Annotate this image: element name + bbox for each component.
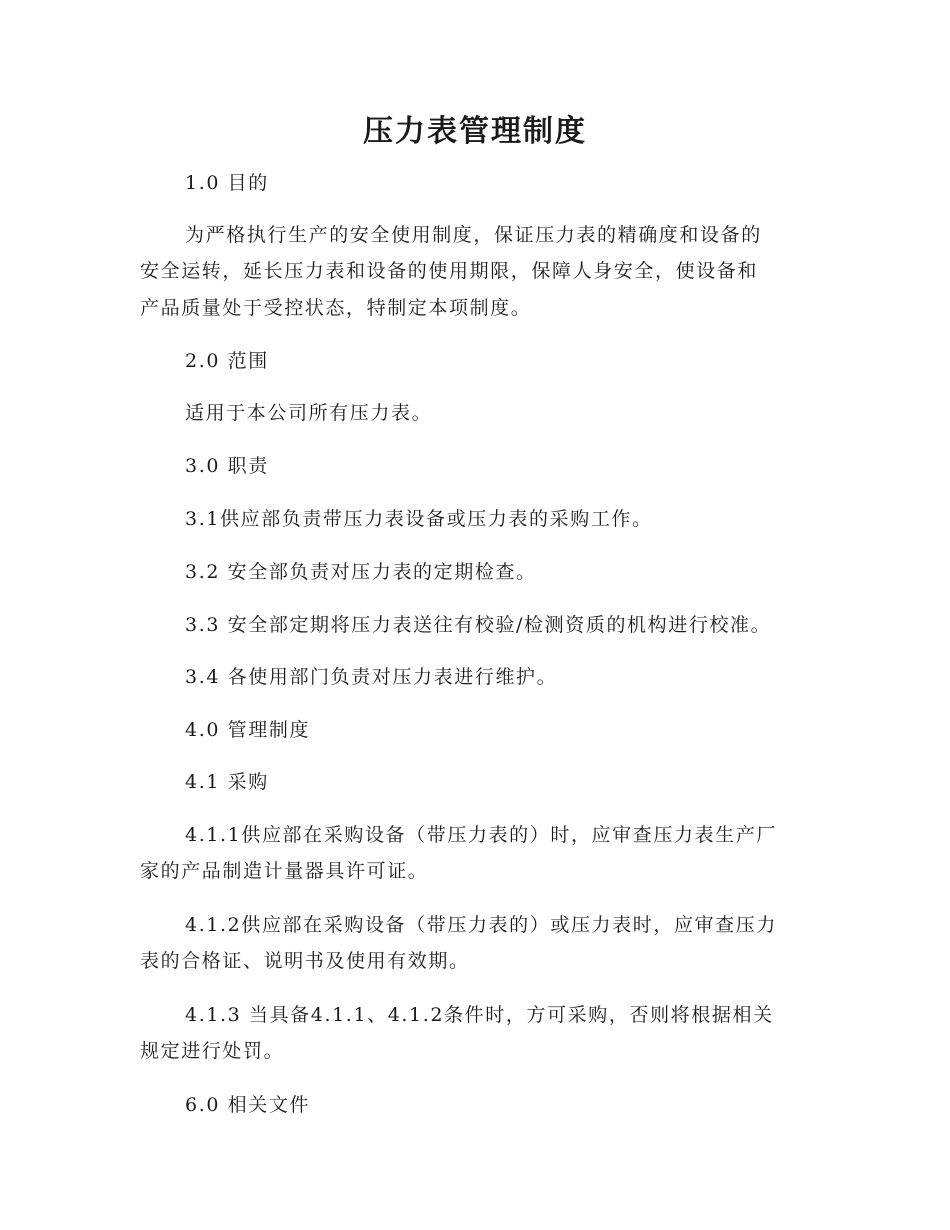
clause-line: 家的产品制造计量器具许可证。 <box>140 860 429 882</box>
clause-line: 规定进行处罚。 <box>140 1040 285 1062</box>
section-heading-purpose: 1.0 目的 <box>185 172 269 194</box>
clause-line: 表的合格证、说明书及使用有效期。 <box>140 950 470 972</box>
section-heading-responsibilities: 3.0 职责 <box>185 455 269 477</box>
clause-line: 4.1.3 当具备4.1.1、4.1.2条件时，方可采购，否则将根据相关 <box>185 1004 774 1026</box>
clause-line: 3.1供应部负责带压力表设备或压力表的采购工作。 <box>185 508 653 530</box>
paragraph-line: 适用于本公司所有压力表。 <box>185 402 433 424</box>
subsection-heading-procurement: 4.1 采购 <box>185 771 269 793</box>
clause-line: 4.1.1供应部在采购设备（带压力表的）时，应审查压力表生产厂 <box>185 824 777 846</box>
paragraph-line: 产品质量处于受控状态，特制定本项制度。 <box>140 297 532 319</box>
clause-line: 3.4 各使用部门负责对压力表进行维护。 <box>185 666 558 688</box>
paragraph-line: 为严格执行生产的安全使用制度，保证压力表的精确度和设备的 <box>185 224 762 246</box>
section-heading-management: 4.0 管理制度 <box>185 719 311 741</box>
paragraph-line: 安全运转，延长压力表和设备的使用期限，保障人身安全，使设备和 <box>140 260 759 282</box>
clause-line: 3.2 安全部负责对压力表的定期检查。 <box>185 561 537 583</box>
section-heading-related-documents: 6.0 相关文件 <box>185 1094 311 1116</box>
document-title: 压力表管理制度 <box>363 114 587 149</box>
clause-line: 3.3 安全部定期将压力表送往有校验/检测资质的机构进行校准。 <box>185 614 772 636</box>
section-heading-scope: 2.0 范围 <box>185 350 269 372</box>
clause-line: 4.1.2供应部在采购设备（带压力表的）或压力表时，应审查压力 <box>185 914 777 936</box>
